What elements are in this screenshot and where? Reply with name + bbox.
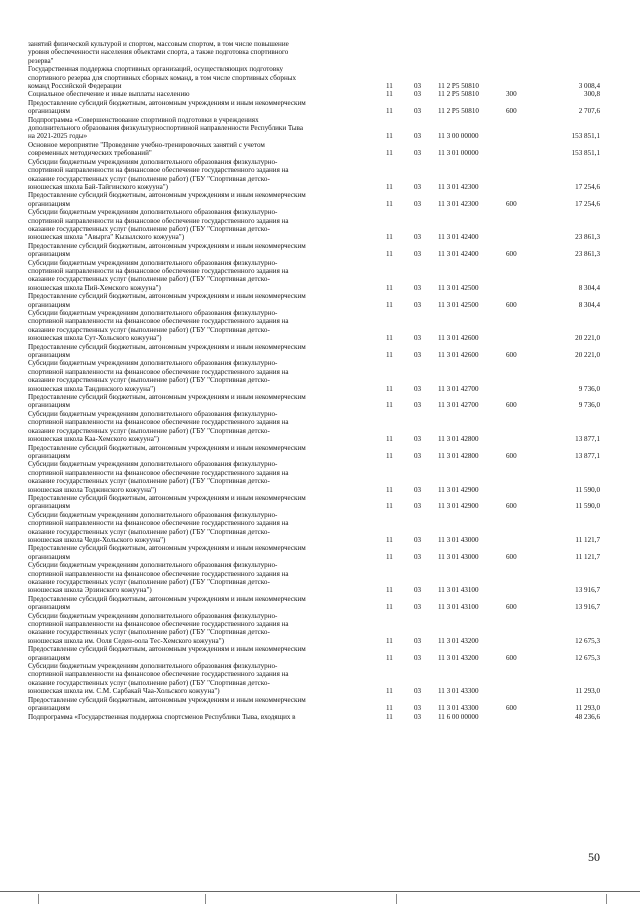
expense-type-code: 600 [506, 250, 517, 259]
table-row [28, 309, 600, 343]
target-article-code: 11 3 01 43200 [438, 653, 479, 662]
section-code: 11 [386, 283, 393, 292]
target-article-code: 11 3 01 42600 [438, 351, 479, 360]
table-row [28, 141, 600, 158]
section-code: 11 [386, 351, 393, 360]
budget-table [28, 40, 600, 721]
expense-type-code: 600 [506, 107, 517, 116]
subsection-code: 03 [414, 182, 422, 191]
target-article-code: 11 3 01 43300 [438, 687, 479, 696]
table-row [28, 343, 600, 360]
row-name: Предоставление субсидий бюджетным, автономным учреждениям и иным некоммерческим организациям [28, 342, 306, 360]
section-code: 11 [386, 384, 393, 393]
subsection-code: 03 [414, 401, 422, 410]
section-code: 11 [386, 653, 393, 662]
row-name: Подпрограмма «Совершенствование спортивной подготовки в учреждениях дополнительного образования физкультурноспортивной направленности Республики Тыва на 2021-2025 годы» [28, 115, 304, 141]
subsection-code: 03 [414, 351, 422, 360]
section-code: 11 [386, 82, 393, 91]
amount: 23 861,3 [575, 250, 600, 259]
table-row [28, 292, 600, 309]
row-name: Предоставление субсидий бюджетным, автономным учреждениям и иным некоммерческим организациям [28, 695, 306, 713]
subsection-code: 03 [414, 485, 422, 494]
amount: 11 121,7 [575, 552, 600, 561]
subsection-code: 03 [414, 603, 422, 612]
scan-mark [396, 894, 397, 904]
table-row [28, 713, 600, 721]
amount: 300,8 [584, 90, 600, 99]
section-code: 11 [386, 233, 393, 242]
expense-type-code: 600 [506, 451, 517, 460]
row-name: Предоставление субсидий бюджетным, автономным учреждениям и иным некоммерческим организациям [28, 191, 306, 208]
table-row [28, 359, 600, 393]
table-row [28, 460, 600, 494]
subsection-code: 03 [414, 535, 422, 544]
section-code: 11 [386, 485, 393, 494]
amount: 9 736,0 [578, 401, 600, 410]
table-row [28, 191, 600, 208]
row-name: Предоставление субсидий бюджетным, автономным учреждениям и иным некоммерческим организациям [28, 98, 306, 116]
amount: 48 236,6 [575, 712, 600, 721]
section-code: 11 [386, 603, 393, 612]
table-row [28, 99, 600, 116]
subsection-code: 03 [414, 451, 422, 460]
row-name: Предоставление субсидий бюджетным, автономным учреждениям и иным некоммерческим организациям [28, 493, 306, 511]
table-row [28, 544, 600, 561]
row-name: Предоставление субсидий бюджетным, автономным учреждениям и иным некоммерческим организациям [28, 645, 306, 662]
section-code: 11 [386, 90, 393, 99]
section-code: 11 [386, 535, 393, 544]
row-name: Предоставление субсидий бюджетным, автономным учреждениям и иным некоммерческим организациям [28, 393, 306, 410]
table-row [28, 444, 600, 461]
section-code: 11 [386, 132, 393, 141]
section-code: 11 [386, 401, 393, 410]
amount: 11 590,0 [575, 485, 600, 494]
expense-type-code: 600 [506, 199, 517, 208]
target-article-code: 11 2 P5 50810 [438, 82, 479, 91]
expense-type-code: 600 [506, 300, 517, 309]
subsection-code: 03 [414, 435, 422, 444]
subsection-code: 03 [414, 552, 422, 561]
amount: 20 221,0 [575, 334, 600, 343]
scan-mark [606, 894, 607, 904]
table-row [28, 158, 600, 192]
subsection-code: 03 [414, 636, 422, 645]
amount: 12 675,3 [575, 653, 600, 662]
target-article-code: 11 3 01 43200 [438, 636, 479, 645]
subsection-code: 03 [414, 704, 422, 713]
expense-type-code: 300 [506, 90, 517, 99]
scan-mark [205, 894, 206, 904]
target-article-code: 11 3 01 42700 [438, 401, 479, 410]
subsection-code: 03 [414, 300, 422, 309]
row-name: Субсидии бюджетным учреждениям дополнительного образования физкультурно- спортивной направленности на финансовое обеспечение государственного задания на оказание государственных услуг (выполнение работ) (ГБУ "Спортивная детско- юношеская школа "Авырга" Кызылского кожууна") [28, 208, 289, 242]
row-name: Субсидии бюджетным учреждениям дополнительного образования физкультурно- спортивной направленности на финансовое обеспечение государственного задания на оказание государственных услуг (выполнение работ) (ГБУ "Спортивная детско- юношеская школа им. С.М. Сарбакай Чаа-Хольского кожууна") [28, 662, 289, 696]
subsection-code: 03 [414, 502, 422, 511]
section-code: 11 [386, 552, 393, 561]
amount: 9 736,0 [578, 384, 600, 393]
subsection-code: 03 [414, 283, 422, 292]
table-row [28, 595, 600, 612]
table-row [28, 645, 600, 662]
amount: 23 861,3 [575, 233, 600, 242]
subsection-code: 03 [414, 82, 422, 91]
section-code: 11 [386, 199, 393, 208]
amount: 20 221,0 [575, 351, 600, 360]
target-article-code: 11 3 01 42900 [438, 502, 479, 511]
table-row [28, 65, 600, 90]
row-name: Подпрограмма «Государственная поддержка спортсменов Республики Тыва, входящих в [28, 712, 296, 721]
subsection-code: 03 [414, 90, 422, 99]
amount: 153 851,1 [571, 132, 600, 141]
table-row [28, 561, 600, 595]
row-name: Субсидии бюджетным учреждениям дополнительного образования физкультурно- спортивной направленности на финансовое обеспечение государственного задания на оказание государственных услуг (выполнение работ) (ГБУ "Спортивная детско- юношеская школа им. Ооля Седен-оола Тес-Хемского кожууна") [28, 611, 289, 645]
amount: 13 877,1 [575, 435, 600, 444]
target-article-code: 11 3 01 42500 [438, 300, 479, 309]
target-article-code: 11 3 01 43100 [438, 586, 479, 595]
subsection-code: 03 [414, 687, 422, 696]
table-row [28, 208, 600, 242]
target-article-code: 11 3 00 00000 [438, 132, 479, 141]
scan-mark [38, 894, 39, 904]
section-code: 11 [386, 451, 393, 460]
scan-bottom-edge [0, 891, 640, 892]
target-article-code: 11 6 00 00000 [438, 712, 479, 721]
section-code: 11 [386, 586, 393, 595]
subsection-code: 03 [414, 334, 422, 343]
section-code: 11 [386, 182, 393, 191]
subsection-code: 03 [414, 233, 422, 242]
row-name: Субсидии бюджетным учреждениям дополнительного образования физкультурно- спортивной направленности на финансовое обеспечение государственного задания на оказание государственных услуг (выполнение работ) (ГБУ "Спортивная детско- юношеская школа Бай-Тайгинского кожууна") [28, 157, 289, 191]
amount: 13 916,7 [575, 586, 600, 595]
amount: 2 707,6 [578, 107, 600, 116]
amount: 3 008,4 [578, 82, 600, 91]
expense-type-code: 600 [506, 351, 517, 360]
table-row [28, 612, 600, 646]
subsection-code: 03 [414, 586, 422, 595]
section-code: 11 [386, 334, 393, 343]
table-row [28, 116, 600, 141]
expense-type-code: 600 [506, 653, 517, 662]
row-name: Предоставление субсидий бюджетным, автономным учреждениям и иным некоммерческим организациям [28, 241, 306, 259]
section-code: 11 [386, 687, 393, 696]
amount: 17 254,6 [575, 182, 600, 191]
table-row [28, 696, 600, 713]
table-row [28, 90, 600, 98]
row-name: Предоставление субсидий бюджетным, автономным учреждениям и иным некоммерческим организациям [28, 594, 306, 612]
table-row [28, 40, 600, 65]
subsection-code: 03 [414, 107, 422, 116]
target-article-code: 11 3 01 42300 [438, 199, 479, 208]
subsection-code: 03 [414, 712, 422, 721]
section-code: 11 [386, 712, 393, 721]
target-article-code: 11 3 01 42300 [438, 182, 479, 191]
row-name: занятий физической культурой и спортом, массовым спортом, в том числе повышение уровня обеспеченности населения объектами спорта, а также подготовка спортивного резерва" [28, 40, 289, 65]
expense-type-code: 600 [506, 603, 517, 612]
section-code: 11 [386, 300, 393, 309]
amount: 11 293,0 [575, 704, 600, 713]
expense-type-code: 600 [506, 552, 517, 561]
amount: 11 121,7 [575, 535, 600, 544]
target-article-code: 11 3 01 42700 [438, 384, 479, 393]
table-row [28, 494, 600, 511]
amount: 153 851,1 [571, 149, 600, 158]
target-article-code: 11 3 01 42800 [438, 435, 479, 444]
section-code: 11 [386, 107, 393, 116]
table-row [28, 242, 600, 259]
amount: 8 304,4 [578, 300, 600, 309]
target-article-code: 11 3 01 43300 [438, 704, 479, 713]
table-row [28, 410, 600, 444]
row-name: Социальное обеспечение и иные выплаты населению [28, 90, 190, 99]
row-name: Основное мероприятие "Проведение учебно-тренировочных занятий с учетом современных методических требований" [28, 140, 265, 158]
row-name: Субсидии бюджетным учреждениям дополнительного образования физкультурно- спортивной направленности на финансовое обеспечение государственного задания на оказание государственных услуг (выполнение работ) (ГБУ "Спортивная детско- юношеская школа Эрзинского кожууна") [28, 561, 289, 595]
target-article-code: 11 3 01 43100 [438, 603, 479, 612]
row-name: Субсидии бюджетным учреждениям дополнительного образования физкультурно- спортивной направленности на финансовое обеспечение государственного задания на оказание государственных услуг (выполнение работ) (ГБУ "Спортивная детско- юношеская школа Тоджинского кожууна") [28, 460, 289, 494]
section-code: 11 [386, 502, 393, 511]
row-name: Субсидии бюджетным учреждениям дополнительного образования физкультурно- спортивной направленности на финансовое обеспечение государственного задания на оказание государственных услуг (выполнение работ) (ГБУ "Спортивная детско- юношеская школа Сут-Хольского кожууна") [28, 309, 289, 343]
row-name: Предоставление субсидий бюджетным, автономным учреждениям и иным некоммерческим организациям [28, 292, 306, 309]
amount: 8 304,4 [578, 283, 600, 292]
section-code: 11 [386, 250, 393, 259]
subsection-code: 03 [414, 132, 422, 141]
target-article-code: 11 2 P5 50810 [438, 107, 479, 116]
target-article-code: 11 3 01 42600 [438, 334, 479, 343]
target-article-code: 11 3 01 00000 [438, 149, 479, 158]
row-name: Государственная поддержка спортивных организаций, осуществляющих подготовку спортивного резерва для спортивных сборных команд, в том числе спортивных сборных команд Российской Федерации [28, 65, 297, 91]
table-row [28, 393, 600, 410]
subsection-code: 03 [414, 149, 422, 158]
subsection-code: 03 [414, 250, 422, 259]
expense-type-code: 600 [506, 401, 517, 410]
subsection-code: 03 [414, 199, 422, 208]
target-article-code: 11 3 01 42400 [438, 233, 479, 242]
subsection-code: 03 [414, 384, 422, 393]
amount: 13 877,1 [575, 451, 600, 460]
amount: 17 254,6 [575, 199, 600, 208]
target-article-code: 11 3 01 42800 [438, 451, 479, 460]
amount: 11 590,0 [575, 502, 600, 511]
target-article-code: 11 3 01 43000 [438, 552, 479, 561]
target-article-code: 11 3 01 43000 [438, 535, 479, 544]
amount: 11 293,0 [575, 687, 600, 696]
target-article-code: 11 2 P5 50810 [438, 90, 479, 99]
table-row [28, 511, 600, 545]
table-row [28, 259, 600, 293]
row-name: Предоставление субсидий бюджетным, автономным учреждениям и иным некоммерческим организациям [28, 544, 306, 561]
table-row [28, 662, 600, 696]
row-name: Субсидии бюджетным учреждениям дополнительного образования физкультурно- спортивной направленности на финансовое обеспечение государственного задания на оказание государственных услуг (выполнение работ) (ГБУ "Спортивная детско- юношеская школа Пий-Хемского кожууна") [28, 258, 289, 292]
page-number: 50 [588, 850, 600, 864]
target-article-code: 11 3 01 42500 [438, 283, 479, 292]
row-name: Предоставление субсидий бюджетным, автономным учреждениям и иным некоммерческим организациям [28, 443, 306, 460]
section-code: 11 [386, 149, 393, 158]
section-code: 11 [386, 435, 393, 444]
target-article-code: 11 3 01 42400 [438, 250, 479, 259]
amount: 12 675,3 [575, 636, 600, 645]
row-name: Субсидии бюджетным учреждениям дополнительного образования физкультурно- спортивной направленности на финансовое обеспечение государственного задания на оказание государственных услуг (выполнение работ) (ГБУ "Спортивная детско- юношеская школа Тандинского кожууна") [28, 359, 289, 393]
section-code: 11 [386, 704, 393, 713]
expense-type-code: 600 [506, 704, 517, 713]
subsection-code: 03 [414, 653, 422, 662]
target-article-code: 11 3 01 42900 [438, 485, 479, 494]
amount: 13 916,7 [575, 603, 600, 612]
row-name: Субсидии бюджетным учреждениям дополнительного образования физкультурно- спортивной направленности на финансовое обеспечение государственного задания на оказание государственных услуг (выполнение работ) (ГБУ "Спортивная детско- юношеская школа Чеди-Хольского кожууна") [28, 510, 289, 544]
section-code: 11 [386, 636, 393, 645]
expense-type-code: 600 [506, 502, 517, 511]
row-name: Субсидии бюджетным учреждениям дополнительного образования физкультурно- спортивной направленности на финансовое обеспечение государственного задания на оказание государственных услуг (выполнение работ) (ГБУ "Спортивная детско- юношеская школа Каа-Хемского кожууна") [28, 409, 289, 444]
